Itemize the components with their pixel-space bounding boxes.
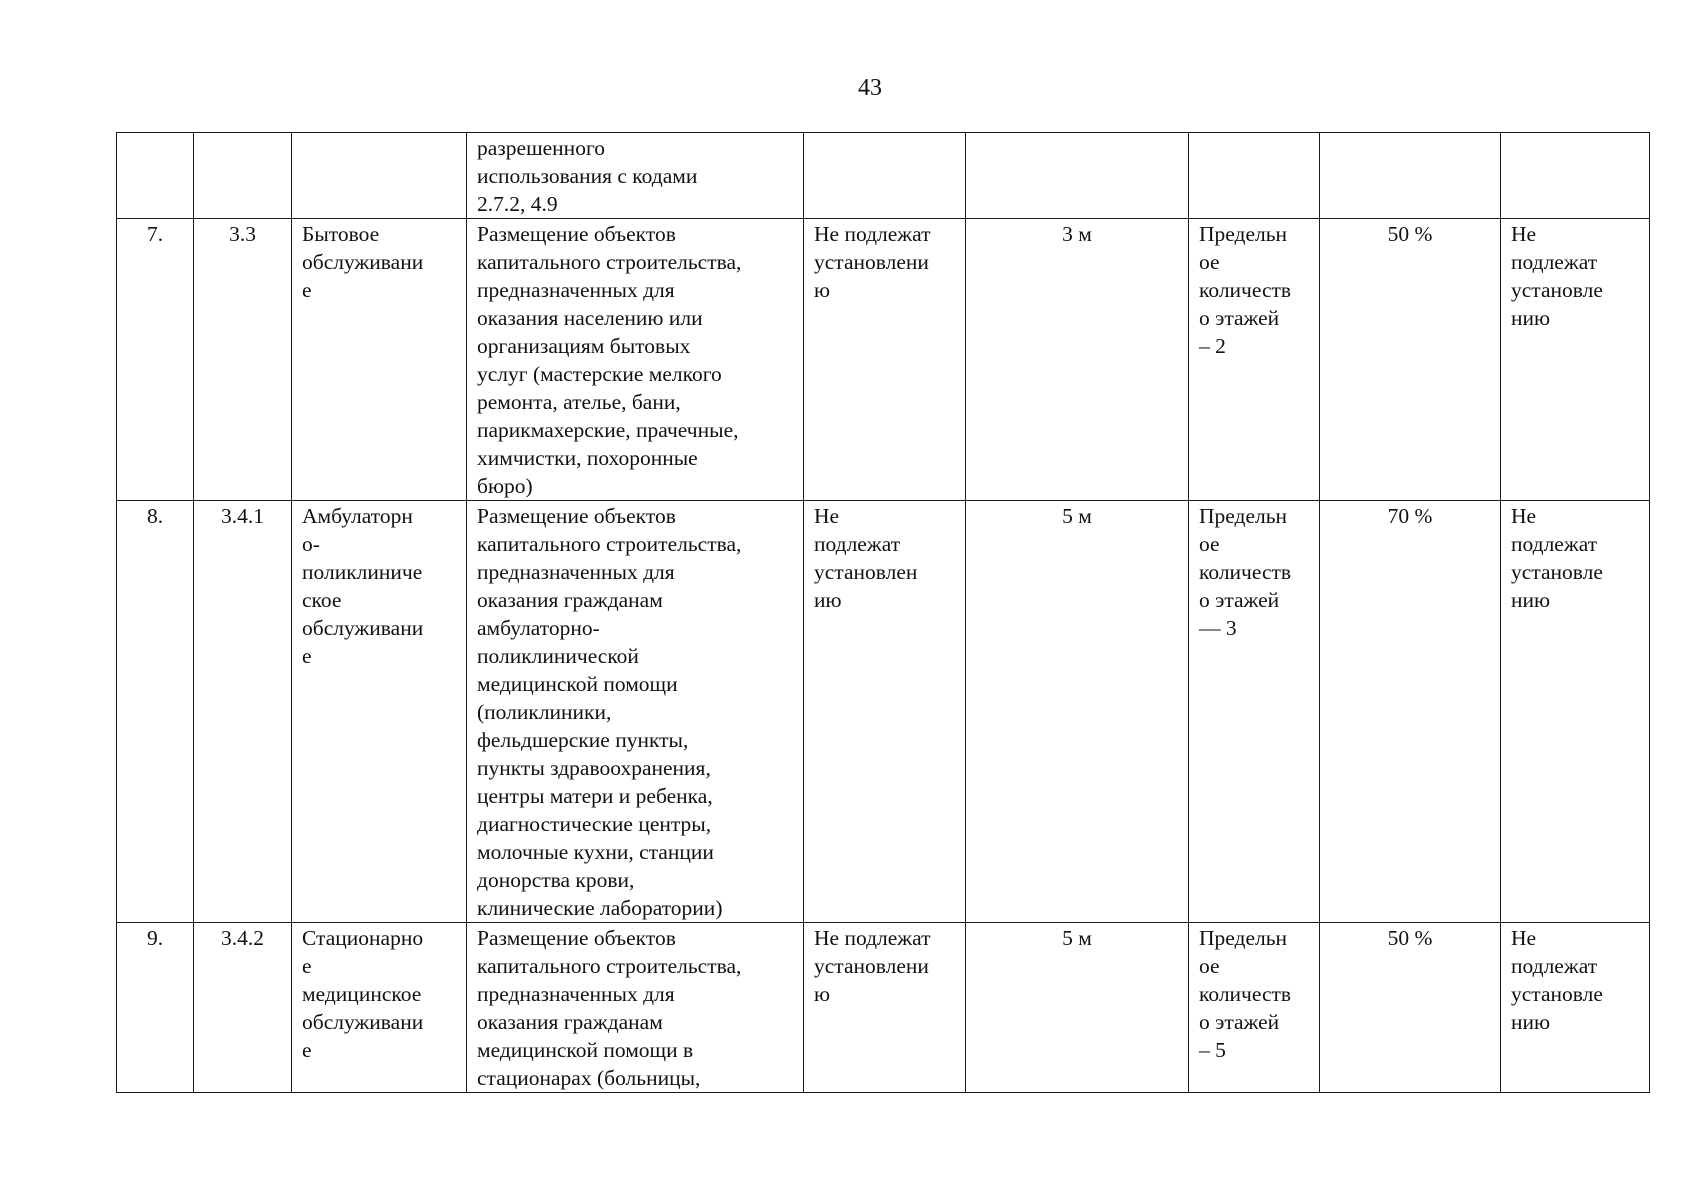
floors-cell: Предельн ое количеств о этажей – 5 (1189, 923, 1320, 1093)
table-row (117, 133, 1650, 219)
use-name-cell (292, 133, 467, 219)
min-size-cell (804, 133, 966, 219)
page-number: 43 (858, 75, 882, 101)
restrictions-cell: Не подлежат установле нию (1501, 923, 1650, 1093)
use-name-cell: Амбулаторн о- поликлиниче ское обслуживани е (292, 501, 467, 923)
min-size-cell: Не подлежат установлен ию (804, 501, 966, 923)
regulations-table (116, 132, 1650, 1093)
restrictions-cell: Не подлежат установле нию (1501, 501, 1650, 923)
use-code-cell (194, 133, 292, 219)
use-code-cell: 3.4.2 (194, 923, 292, 1093)
coverage-percent-cell: 70 % (1320, 501, 1501, 923)
indent-cell: 5 м (966, 501, 1189, 923)
coverage-percent-cell: 50 % (1320, 219, 1501, 501)
indent-cell: 5 м (966, 923, 1189, 1093)
use-code-cell: 3.3 (194, 219, 292, 501)
floors-cell (1189, 133, 1320, 219)
table-row (117, 501, 1650, 923)
restrictions-cell (1501, 133, 1650, 219)
indent-cell: 3 м (966, 219, 1189, 501)
row-number-cell: 9. (117, 923, 194, 1093)
use-code-cell: 3.4.1 (194, 501, 292, 923)
coverage-percent-cell: 50 % (1320, 923, 1501, 1093)
min-size-cell: Не подлежат установлени ю (804, 219, 966, 501)
coverage-percent-cell (1320, 133, 1501, 219)
min-size-cell: Не подлежат установлени ю (804, 923, 966, 1093)
row-number-cell: 7. (117, 219, 194, 501)
table-row (117, 923, 1650, 1093)
use-description-cell: Размещение объектов капитального строительства, предназначенных для оказания населению или организациям бытовых услуг (мастерские мелкого ремонта, ателье, бани, парикмахерские, прачечные, химчистки, похоронные бюро) (467, 219, 804, 501)
floors-cell: Предельн ое количеств о этажей – 2 (1189, 219, 1320, 501)
use-description-cell: разрешенного использования с кодами 2.7.2, 4.9 (467, 133, 804, 219)
table-row (117, 219, 1650, 501)
use-description-cell: Размещение объектов капитального строительства, предназначенных для оказания гражданам амбулаторно- поликлинической медицинской помощи (поликлиники, фельдшерские пункты, пункты здравоохранения, центры матери и ребенка, диагностические центры, молочные кухни, станции донорства крови, клинические лаборатории) (467, 501, 804, 923)
restrictions-cell: Не подлежат установле нию (1501, 219, 1650, 501)
use-name-cell: Бытовое обслуживани е (292, 219, 467, 501)
indent-cell (966, 133, 1189, 219)
use-description-cell: Размещение объектов капитального строительства, предназначенных для оказания гражданам медицинской помощи в стационарах (больницы, (467, 923, 804, 1093)
use-name-cell: Стационарно е медицинское обслуживани е (292, 923, 467, 1093)
row-number-cell: 8. (117, 501, 194, 923)
floors-cell: Предельн ое количеств о этажей — 3 (1189, 501, 1320, 923)
row-number-cell (117, 133, 194, 219)
